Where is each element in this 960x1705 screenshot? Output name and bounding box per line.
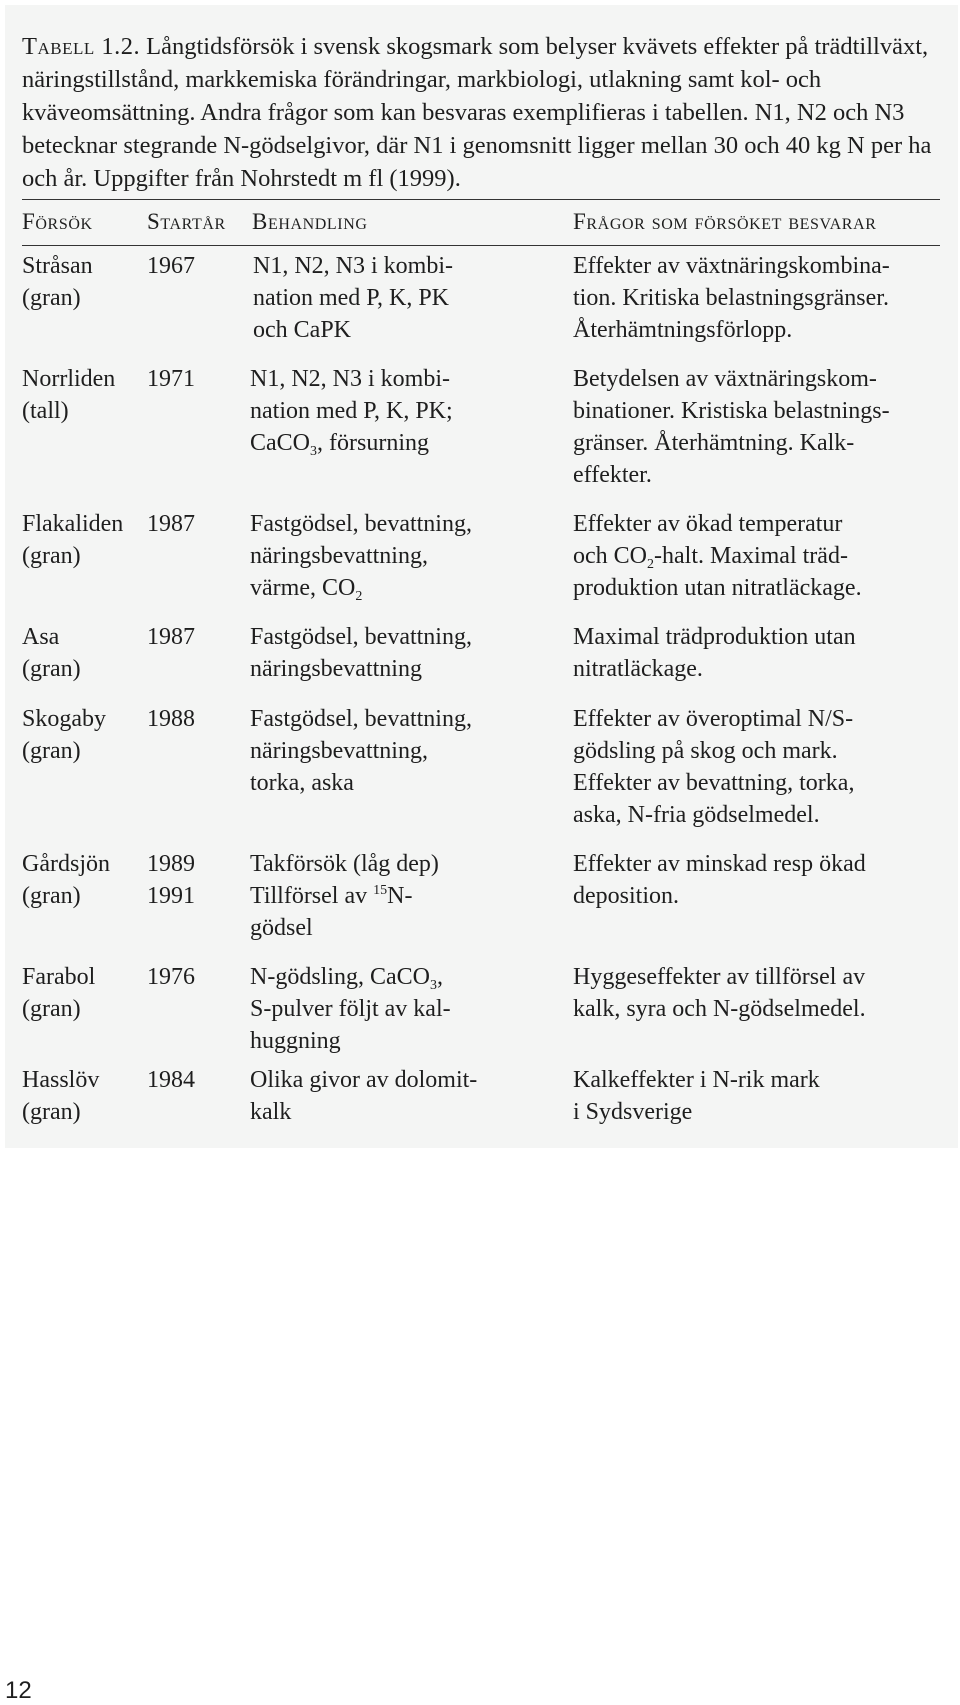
- trial-cell: [22, 621, 152, 685]
- treatment-text: , försurning: [317, 430, 429, 456]
- start-year-cell: [147, 508, 242, 540]
- start-year: 1988: [147, 706, 195, 732]
- questions-line: aska, N-fria gödselmedel.: [573, 802, 820, 828]
- treatment-line: [250, 961, 550, 993]
- treatment-text: N-: [387, 883, 413, 909]
- subscript: 2: [647, 557, 654, 572]
- questions-line: nitratläckage.: [573, 656, 703, 682]
- tree-species: (gran): [22, 656, 81, 682]
- questions-line: Betydelsen av växtnäringskom-: [573, 366, 877, 392]
- treatment-line: N1, N2, N3 i kombi-: [253, 253, 453, 279]
- caption-text: Långtidsförsök i svensk skogsmark som belyser kvävets effekter på trädtillväxt, näringstillstånd, markkemiska förändringar, markbiologi, utlakning samt kol- och kväveomsättning. Andra frågor som kan besvaras exemplifieras i tabellen. N1, N2 och N3 betecknar stegrande N-gödselgivor, där N1 i genomsnitt ligger mellan 30 och 40 kg N per ha och år. Uppgifter från Nohrstedt m fl (1999).: [22, 33, 932, 192]
- treatment-line: N1, N2, N3 i kombi-: [250, 366, 450, 392]
- treatment-cell: [250, 1064, 550, 1128]
- questions-line: gränser. Återhämtning. Kalk-: [573, 430, 855, 456]
- treatment-line: kalk: [250, 1099, 292, 1125]
- subscript: 3: [430, 978, 437, 993]
- column-header-treatment: Behandling: [252, 209, 368, 234]
- questions-line: Maximal trädproduktion utan: [573, 624, 856, 650]
- treatment-line: Takförsök (låg dep): [250, 851, 439, 877]
- start-year-cell: [147, 250, 242, 282]
- treatment-text: N-gödsling, CaCO: [250, 964, 430, 990]
- questions-line: produktion utan nitratläckage.: [573, 575, 862, 601]
- questions-cell: [573, 363, 943, 491]
- questions-line: Effekter av bevattning, torka,: [573, 770, 855, 796]
- treatment-line: [250, 880, 550, 912]
- column-header-trial: Försök: [22, 209, 93, 234]
- treatment-text: Tillförsel av: [250, 883, 374, 909]
- site-name: Flakaliden: [22, 511, 124, 537]
- tree-species: (gran): [22, 738, 81, 764]
- treatment-cell: [250, 961, 550, 1057]
- treatment-cell: [253, 250, 553, 346]
- treatment-line: [250, 427, 550, 459]
- treatment-line: näringsbevattning: [250, 656, 422, 682]
- column-header-questions: Frågor som försöket besvarar: [573, 209, 877, 234]
- questions-text: -halt. Maximal träd-: [654, 543, 848, 569]
- questions-cell: [573, 703, 943, 831]
- treatment-line: [250, 572, 550, 604]
- questions-cell: [573, 848, 943, 912]
- start-year-cell: [147, 961, 242, 993]
- column-header-start-year: Startår: [147, 209, 226, 234]
- start-year: 1987: [147, 624, 195, 650]
- caption-label: Tabell 1.2.: [22, 33, 141, 60]
- subscript: 2: [355, 589, 363, 604]
- questions-line: Effekter av ökad temperatur: [573, 511, 843, 537]
- questions-line: Hyggeseffekter av tillförsel av: [573, 964, 866, 990]
- treatment-line: näringsbevattning,: [250, 738, 428, 764]
- treatment-line: huggning: [250, 1028, 341, 1054]
- questions-line: deposition.: [573, 883, 679, 909]
- start-year-cell: [147, 621, 242, 653]
- start-year: 1971: [147, 366, 195, 392]
- treatment-cell: [250, 363, 550, 459]
- treatment-line: Olika givor av dolomit-: [250, 1067, 478, 1093]
- tree-species: (gran): [22, 1099, 81, 1125]
- header-rule-top: [22, 199, 940, 200]
- formula: CaCO: [250, 430, 310, 456]
- trial-cell: [22, 961, 152, 1025]
- site-name: Skogaby: [22, 706, 106, 732]
- questions-line: Effekter av växtnäringskombina-: [573, 253, 890, 279]
- header-rule-bottom: [22, 245, 940, 246]
- site-name: Gårdsjön: [22, 851, 110, 877]
- trial-cell: [22, 508, 152, 572]
- questions-cell: [573, 961, 943, 1025]
- start-year-cell: [147, 703, 242, 735]
- start-year: 1991: [147, 883, 195, 909]
- start-year: 1967: [147, 253, 195, 279]
- start-year: 1976: [147, 964, 195, 990]
- treatment-text: ,: [437, 964, 443, 990]
- treatment-text: värme, CO: [250, 575, 356, 601]
- page-number: 12: [5, 1677, 32, 1704]
- treatment-line: S-pulver följt av kal-: [250, 996, 451, 1022]
- questions-line: i Sydsverige: [573, 1099, 693, 1125]
- questions-cell: [573, 621, 943, 685]
- trial-cell: [22, 363, 152, 427]
- subscript: 3: [310, 444, 317, 459]
- treatment-cell: [250, 508, 550, 604]
- questions-line: kalk, syra och N-gödselmedel.: [573, 996, 866, 1022]
- start-year: 1989: [147, 851, 195, 877]
- treatment-line: och CaPK: [253, 317, 351, 343]
- tree-species: (tall): [22, 398, 69, 424]
- site-name: Hasslöv: [22, 1067, 100, 1093]
- treatment-line: Fastgödsel, bevattning,: [250, 624, 472, 650]
- questions-line: gödsling på skog och mark.: [573, 738, 838, 764]
- questions-line: Kalkeffekter i N-rik mark: [573, 1067, 820, 1093]
- questions-cell: [573, 250, 943, 346]
- site-name: Norrliden: [22, 366, 116, 392]
- trial-cell: [22, 848, 152, 912]
- treatment-cell: [250, 621, 550, 685]
- questions-line: [573, 540, 943, 572]
- treatment-line: Fastgödsel, bevattning,: [250, 511, 472, 537]
- treatment-line: Fastgödsel, bevattning,: [250, 706, 472, 732]
- questions-cell: [573, 1064, 943, 1128]
- trial-cell: [22, 703, 152, 767]
- questions-line: Återhämtningsförlopp.: [573, 317, 793, 343]
- trial-cell: [22, 250, 152, 314]
- treatment-line: nation med P, K, PK: [253, 285, 450, 311]
- site-name: Stråsan: [22, 253, 93, 279]
- questions-line: tion. Kritiska belastningsgränser.: [573, 285, 889, 311]
- treatment-line: nation med P, K, PK;: [250, 398, 453, 424]
- start-year: 1984: [147, 1067, 195, 1093]
- treatment-cell: [250, 703, 550, 799]
- questions-line: effekter.: [573, 462, 652, 488]
- tree-species: (gran): [22, 543, 81, 569]
- treatment-line: gödsel: [250, 915, 313, 941]
- start-year-cell: [147, 363, 242, 395]
- treatment-line: torka, aska: [250, 770, 354, 796]
- questions-line: Effekter av överoptimal N/S-: [573, 706, 854, 732]
- start-year: 1987: [147, 511, 195, 537]
- start-year-cell: [147, 1064, 242, 1096]
- site-name: Asa: [22, 624, 60, 650]
- questions-cell: [573, 508, 943, 604]
- table-caption: [22, 30, 940, 195]
- tree-species: (gran): [22, 996, 81, 1022]
- site-name: Farabol: [22, 964, 96, 990]
- questions-line: binationer. Kristiska belastnings-: [573, 398, 890, 424]
- tree-species: (gran): [22, 285, 81, 311]
- trial-cell: [22, 1064, 152, 1128]
- treatment-cell: [250, 848, 550, 944]
- start-year-cell: [147, 848, 242, 912]
- questions-text: och CO: [573, 543, 647, 569]
- treatment-line: näringsbevattning,: [250, 543, 428, 569]
- tree-species: (gran): [22, 883, 81, 909]
- questions-line: Effekter av minskad resp ökad: [573, 851, 866, 877]
- superscript: 15: [373, 883, 388, 898]
